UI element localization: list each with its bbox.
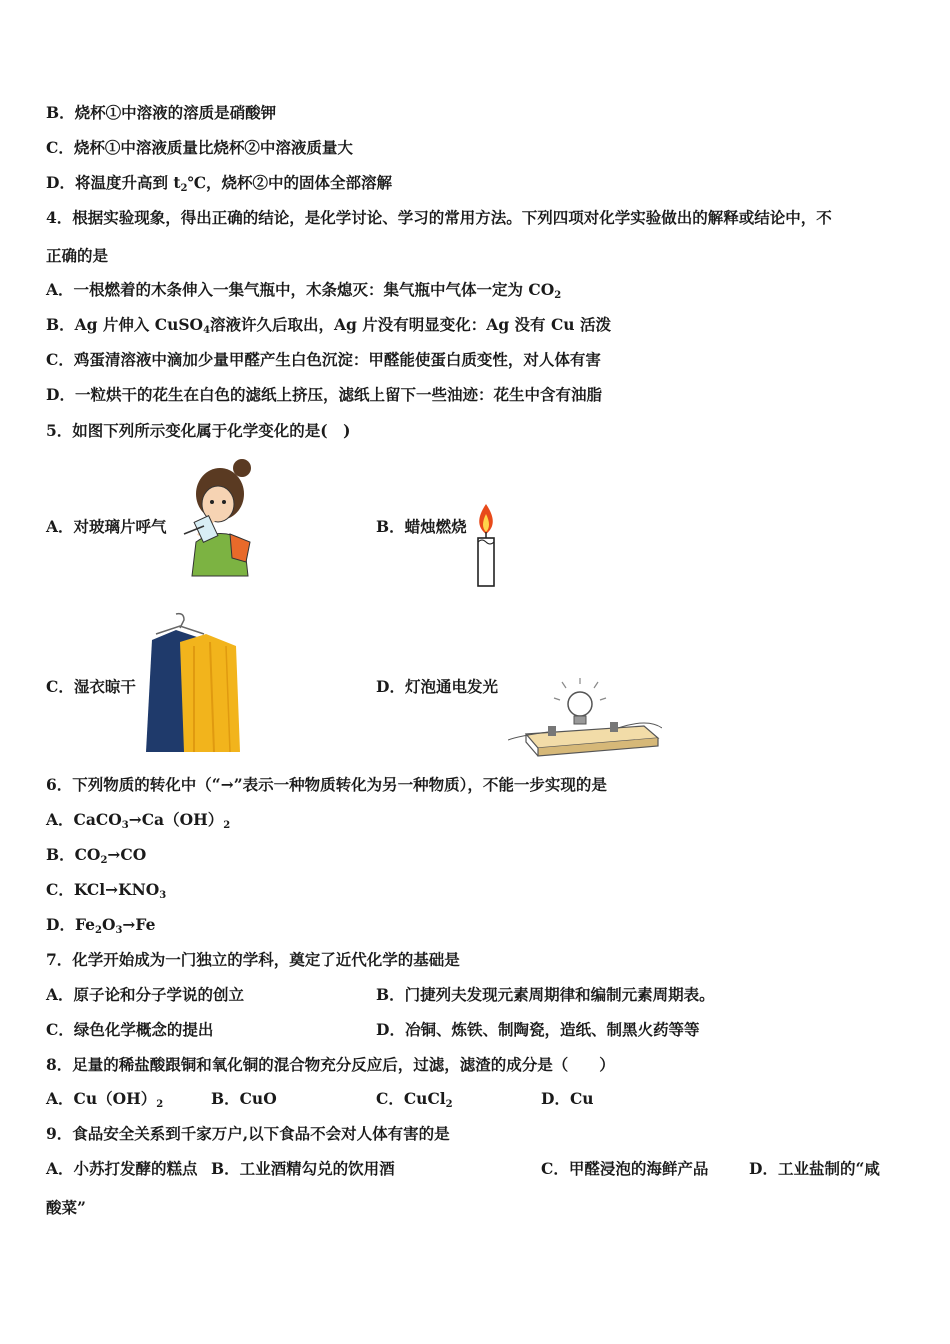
q9-stem: 9．食品安全关系到千家万户,以下食品不会对人体有害的是 xyxy=(46,1124,450,1143)
q8-option-c: C．CuCl$_2$ xyxy=(376,1089,453,1110)
q9-option-c: C．甲醛浸泡的海鲜产品 xyxy=(541,1159,709,1178)
q9-option-b: B．工业酒精勾兑的饮用酒 xyxy=(211,1159,395,1178)
q5-option-d: D．灯泡通电发光 xyxy=(376,677,498,696)
q7-option-a: A．原子论和分子学说的创立 xyxy=(46,985,245,1004)
q5-option-b: B．蜡烛燃烧 xyxy=(376,517,467,536)
q8-stem: 8．足量的稀盐酸跟铜和氧化铜的混合物充分反应后，过滤，滤渣的成分是（ ） xyxy=(46,1055,615,1074)
q3-option-c: C．烧杯①中溶液质量比烧杯②中溶液质量大 xyxy=(46,138,353,157)
q6-option-c: C．$KCl\to KNO_3$ xyxy=(46,880,167,901)
q4-stem-line1: 4．根据实验现象，得出正确的结论，是化学讨论、学习的常用方法。下列四项对化学实验做出的解释或结论中，不 xyxy=(46,208,832,227)
q5-option-a: A．对玻璃片呼气 xyxy=(46,517,167,536)
q8-option-b: B．CuO xyxy=(211,1089,277,1108)
girl-breathing-on-glass-illustration xyxy=(174,456,258,580)
q4-option-c: C．鸡蛋清溶液中滴加少量甲醛产生白色沉淀：甲醛能使蛋白质变性，对人体有害 xyxy=(46,350,601,369)
q8-option-d: D．Cu xyxy=(541,1089,594,1108)
q6-option-d: D．$Fe_2O_3\to Fe$ xyxy=(46,915,156,936)
q6-stem: 6．下列物质的转化中（“→”表示一种物质转化为另一种物质），不能一步实现的是 xyxy=(46,775,607,794)
q6-option-a: A．$CaCO_3\to Ca(OH)_2$ xyxy=(46,810,231,831)
light-bulb-circuit-illustration xyxy=(508,678,662,760)
q7-option-b: B．门捷列夫发现元素周期律和编制元素周期表。 xyxy=(376,985,715,1004)
wet-clothes-drying-illustration xyxy=(140,612,244,760)
q9-option-a: A．小苏打发酵的糕点 xyxy=(46,1159,198,1178)
burning-candle-illustration xyxy=(472,502,500,590)
q3-option-d: D．将温度升高到 $t_2℃$，烧杯②中的固体全部溶解 xyxy=(46,173,393,194)
q9-option-d-continued: 酸菜” xyxy=(46,1198,86,1217)
q7-option-c: C．绿色化学概念的提出 xyxy=(46,1020,214,1039)
q5-option-c: C．湿衣晾干 xyxy=(46,677,136,696)
q3-option-b: B．烧杯①中溶液的溶质是硝酸钾 xyxy=(46,103,277,122)
q4-option-d: D．一粒烘干的花生在白色的滤纸上挤压，滤纸上留下一些油迹：花生中含有油脂 xyxy=(46,385,602,404)
q7-option-d: D．冶铜、炼铁、制陶瓷，造纸、制黑火药等等 xyxy=(376,1020,700,1039)
q4-stem-line2: 正确的是 xyxy=(46,246,109,265)
q4-option-a: A．一根燃着的木条伸入一集气瓶中，木条熄灭：集气瓶中气体一定为 $CO_2$ xyxy=(46,280,562,301)
q8-option-a: A．$Cu(OH)_2$ xyxy=(46,1089,164,1110)
q4-option-b: B．Ag 片伸入 CuSO$_4$溶液许久后取出，Ag 片没有明显变化：Ag 没有 Cu 活泼 xyxy=(46,315,611,336)
q5-stem: 5．如图下列所示变化属于化学变化的是( ) xyxy=(46,421,351,440)
q7-stem: 7．化学开始成为一门独立的学科，奠定了近代化学的基础是 xyxy=(46,950,460,969)
q9-option-d: D．工业盐制的“咸 xyxy=(749,1159,880,1178)
q6-option-b: B．$CO_2\to CO$ xyxy=(46,845,147,866)
